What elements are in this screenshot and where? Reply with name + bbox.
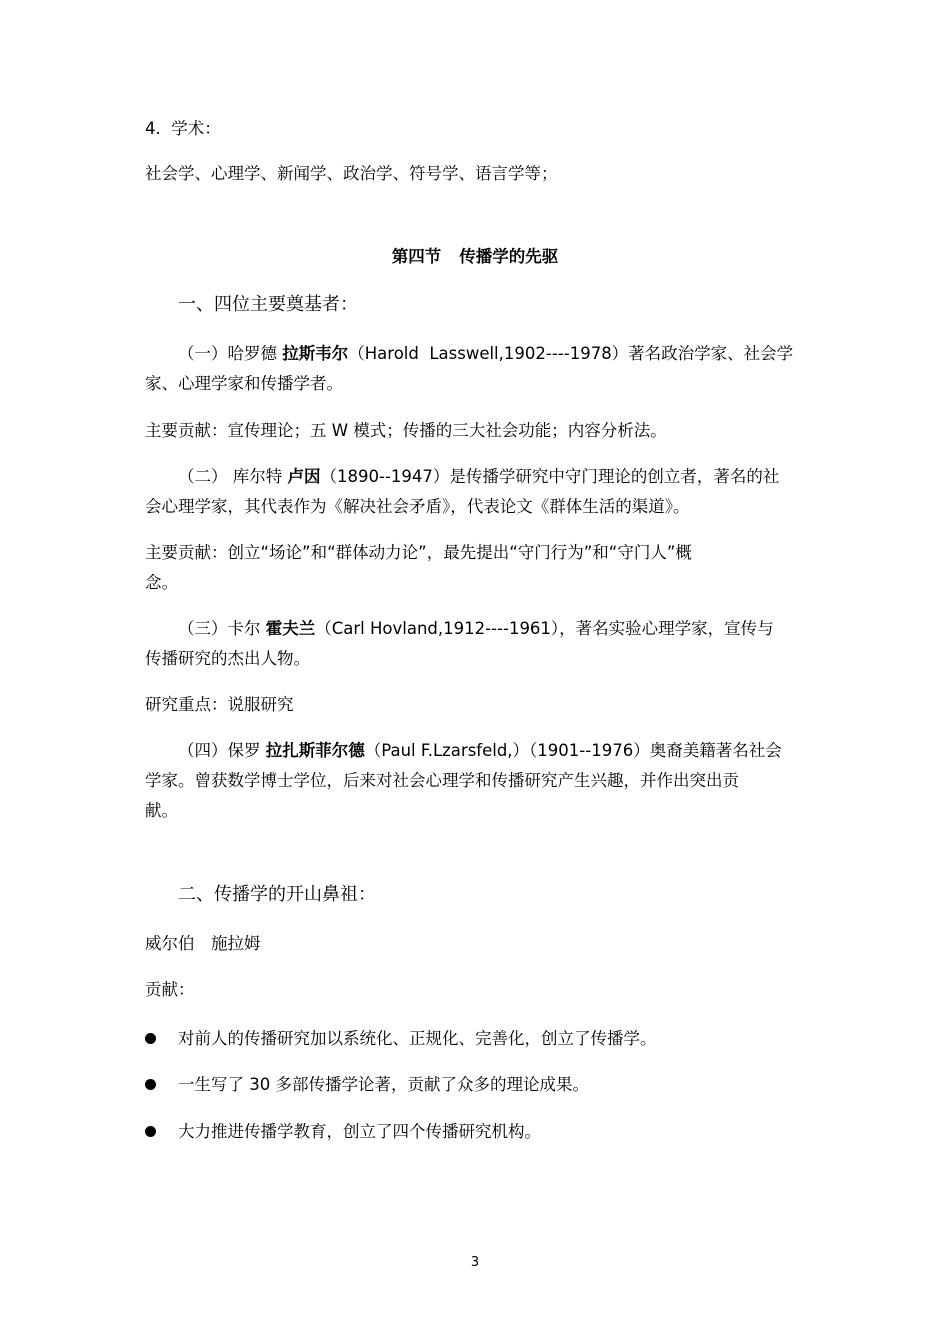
list-item-text: 一生写了 30 多部传播学论著，贡献了众多的理论成果。: [178, 1075, 589, 1094]
academic-item-content: 社会学、心理学、新闻学、政治学、符号学、语言学等；: [145, 164, 558, 183]
hovland-rest-1: （Carl Hovland,1912----1961），著名实验心理学家，宣传与: [315, 619, 774, 638]
bullet-icon: [145, 1033, 156, 1044]
lewin-line2: 会心理学家，其代表作为《解决社会矛盾》，代表论文《群体生活的渠道》。: [145, 497, 690, 516]
hovland-line2: 传播研究的杰出人物。: [145, 649, 310, 668]
lazarsfeld-name: 拉扎斯菲尔德: [265, 741, 365, 760]
lazarsfeld-line3: 献。: [145, 801, 178, 820]
lasswell-line1: [145, 343, 810, 365]
bullet-icon: [145, 1126, 156, 1137]
lewin-name: 卢因: [287, 467, 321, 486]
founder-father-name: 威尔伯 施拉姆: [145, 934, 261, 953]
lazarsfeld-line1: [145, 740, 810, 762]
lasswell-prefix: （一）哈罗德: [178, 344, 283, 363]
hovland-line1: [145, 618, 810, 640]
lewin-prefix: （二） 库尔特: [178, 467, 288, 486]
lewin-contribution-line2: 念。: [145, 573, 178, 592]
academic-item-label: 4. 学术：: [145, 119, 221, 138]
hovland-focus: 研究重点：说服研究: [145, 695, 294, 714]
contribution-label: 贡献：: [145, 980, 195, 999]
page-number: 3: [470, 1255, 480, 1270]
lewin-contribution-line1: 主要贡献：创立“场论”和“群体动力论”，最先提出“守门行为”和“守门人”概: [145, 543, 692, 562]
section-title-text: 传播学的先驱: [459, 247, 559, 266]
hovland-prefix: （三）卡尔: [178, 619, 266, 638]
lazarsfeld-rest-1: （Paul F.Lzarsfeld,）（1901--1976）奥裔美籍著名社会: [364, 741, 782, 760]
lasswell-contribution: 主要贡献：宣传理论；五 W 模式；传播的三大社会功能；内容分析法。: [145, 421, 667, 440]
lazarsfeld-line2: 学家。曾获数学博士学位，后来对社会心理学和传播研究产生兴趣，并作出突出贡: [145, 771, 739, 790]
hovland-name: 霍夫兰: [265, 619, 316, 638]
section-title: [0, 246, 950, 268]
bullet-icon: [145, 1079, 156, 1090]
lewin-line1: [145, 466, 810, 488]
founder-father-heading: 二、传播学的开山鼻祖：: [178, 884, 376, 905]
lasswell-rest-1: （Harold Lasswell,1902----1978）著名政治学家、社会学: [348, 344, 794, 363]
founders-heading: 一、四位主要奠基者：: [178, 294, 358, 315]
section-title-number: 第四节: [391, 247, 442, 266]
lasswell-line2: 家、心理学家和传播学者。: [145, 374, 343, 393]
lasswell-name: 拉斯韦尔: [282, 344, 349, 363]
list-item-text: 对前人的传播研究加以系统化、正规化、完善化，创立了传播学。: [178, 1029, 657, 1048]
list-item-text: 大力推进传播学教育，创立了四个传播研究机构。: [178, 1122, 541, 1141]
lewin-rest-1: （1890--1947）是传播学研究中守门理论的创立者，著名的社: [320, 467, 780, 486]
lazarsfeld-prefix: （四）保罗: [178, 741, 266, 760]
